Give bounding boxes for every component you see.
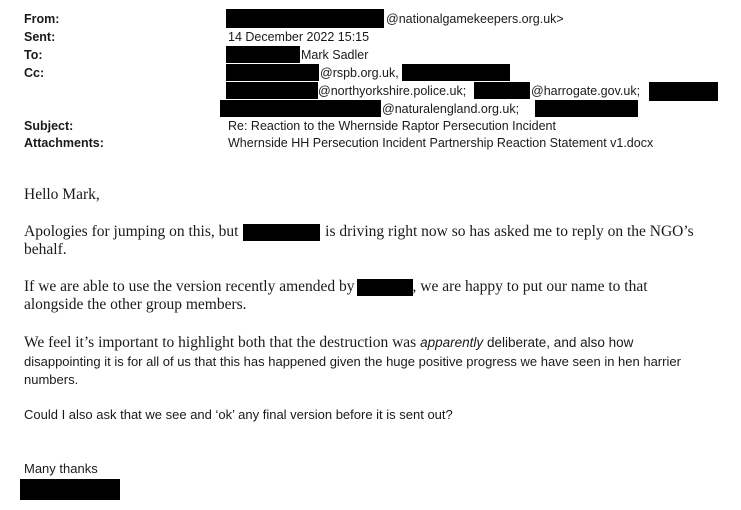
attachments-label: Attachments: xyxy=(24,136,104,150)
to-label: To: xyxy=(24,48,43,62)
subject-value: Re: Reaction to the Whernside Raptor Persecution Incident xyxy=(228,119,556,133)
signature-redaction xyxy=(20,479,120,500)
paragraph-3-line-2: disappointing it is for all of us that this has happened given the huge positive progress we have seen in hen harrier xyxy=(24,354,681,369)
paragraph-4: Could I also ask that we see and ‘ok’ any final version before it is sent out? xyxy=(24,407,453,422)
paragraph-3-line-1 xyxy=(24,334,633,352)
sent-value: 14 December 2022 15:15 xyxy=(228,30,370,44)
greeting: Hello Mark, xyxy=(24,186,100,203)
paragraph-3-text-a: We feel it’s important to highlight both that the destruction was xyxy=(24,334,417,351)
redaction-block xyxy=(649,82,718,101)
from-value: @nationalgamekeepers.org.uk> xyxy=(386,12,564,26)
cc-recipient-3: @harrogate.gov.uk; xyxy=(531,84,641,98)
paragraph-1-text-b: is driving right now so has asked me to reply on the NGO’s xyxy=(325,223,694,240)
paragraph-1-line-2: behalf. xyxy=(24,241,67,258)
cc-recipient-4: @naturalengland.org.uk; xyxy=(382,102,520,116)
redaction-block xyxy=(243,224,320,241)
from-label: From: xyxy=(24,12,60,26)
paragraph-1-text-a: Apologies for jumping on this, but xyxy=(24,223,239,240)
redaction-block xyxy=(357,279,413,296)
to-value: Mark Sadler xyxy=(301,48,369,62)
paragraph-2-text-a: If we are able to use the version recently amended by xyxy=(24,278,355,295)
redaction-block xyxy=(226,9,384,28)
paragraph-2-text-b: , we are happy to put our name to that xyxy=(412,278,648,295)
attachment-filename[interactable]: Whernside HH Persecution Incident Partnership Reaction Statement v1.docx xyxy=(228,136,654,150)
redaction-block xyxy=(226,64,319,81)
paragraph-2-line-1 xyxy=(24,278,648,296)
paragraph-3-emphasis: apparently xyxy=(420,335,484,350)
paragraph-2-line-2: alongside the other group members. xyxy=(24,296,247,313)
redaction-block xyxy=(474,82,530,99)
cc-label: Cc: xyxy=(24,66,45,80)
redaction-block xyxy=(226,82,318,99)
cc-recipient-1: @rspb.org.uk, xyxy=(320,66,399,80)
paragraph-3-text-b: deliberate, and also how xyxy=(487,335,634,350)
sent-label: Sent: xyxy=(24,30,56,44)
subject-label: Subject: xyxy=(24,119,74,133)
redaction-block xyxy=(535,100,638,117)
redaction-block xyxy=(402,64,510,81)
redaction-block xyxy=(226,46,300,63)
paragraph-3-line-3: numbers. xyxy=(24,372,79,387)
paragraph-1-line-1 xyxy=(24,223,694,241)
cc-recipient-2: @northyorkshire.police.uk; xyxy=(318,84,467,98)
closing: Many thanks xyxy=(24,461,98,476)
redaction-block xyxy=(220,100,381,117)
